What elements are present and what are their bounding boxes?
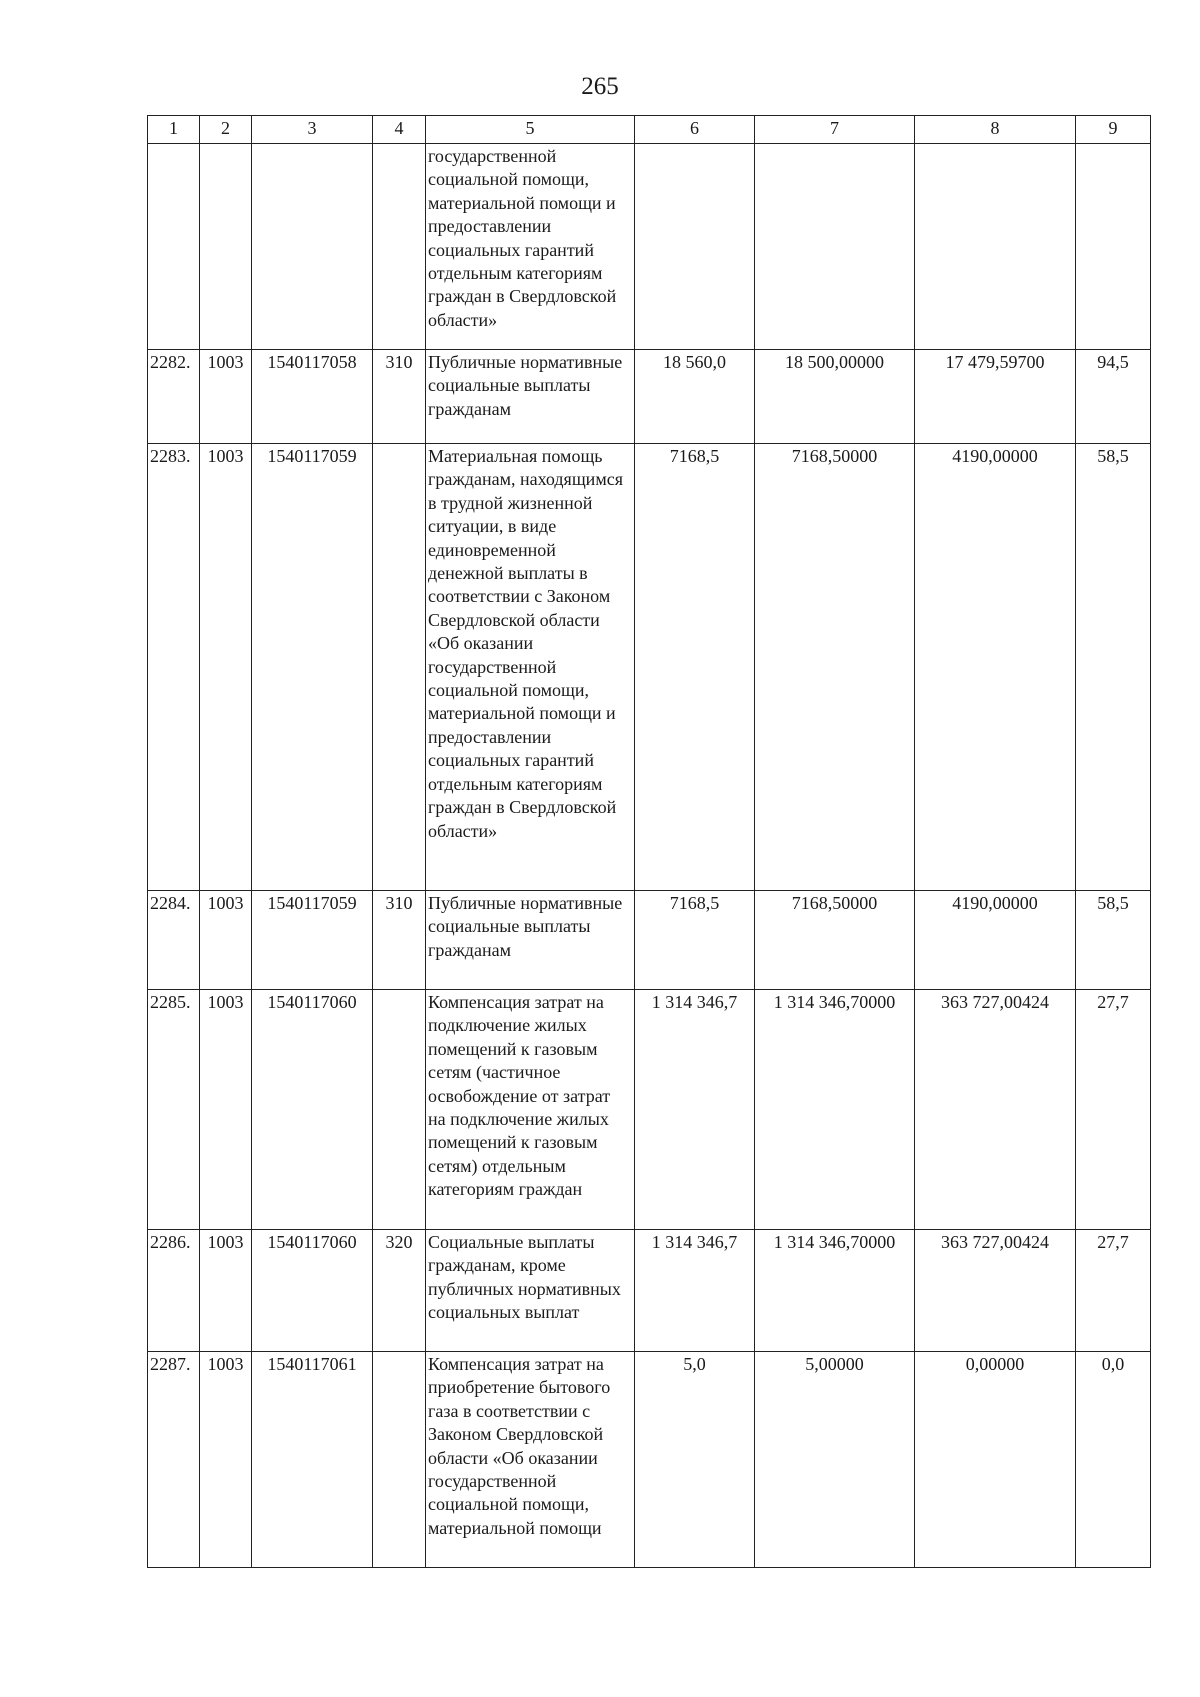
execution-percent: 27,7: [1076, 990, 1151, 1230]
plan-amount: [635, 144, 755, 350]
execution-percent: 58,5: [1076, 444, 1151, 891]
target-code: 1540117059: [252, 891, 373, 990]
execution-percent: 94,5: [1076, 350, 1151, 444]
approved-amount: 18 500,00000: [755, 350, 915, 444]
executed-amount: 4190,00000: [915, 891, 1076, 990]
row-number: 2282.: [148, 350, 200, 444]
expense-type: 310: [373, 891, 426, 990]
approved-amount: 1 314 346,70000: [755, 1230, 915, 1352]
plan-amount: 1 314 346,7: [635, 1230, 755, 1352]
column-header-3: 3: [252, 116, 373, 144]
row-number: 2286.: [148, 1230, 200, 1352]
executed-amount: 17 479,59700: [915, 350, 1076, 444]
row-number: [148, 144, 200, 350]
section-code: 1003: [200, 444, 252, 891]
column-header-6: 6: [635, 116, 755, 144]
table-row: [148, 1230, 1151, 1352]
target-code: 1540117060: [252, 990, 373, 1230]
approved-amount: 7168,50000: [755, 891, 915, 990]
target-code: 1540117061: [252, 1352, 373, 1568]
execution-percent: 0,0: [1076, 1352, 1151, 1568]
approved-amount: [755, 144, 915, 350]
section-code: 1003: [200, 350, 252, 444]
approved-amount: 5,00000: [755, 1352, 915, 1568]
item-description: Компенсация затрат на подключение жилых помещений к газовым сетям (частичное освобождение от затрат на подключение жилых помещений к газовым сетям) отдельным категориям граждан: [426, 990, 635, 1230]
plan-amount: 5,0: [635, 1352, 755, 1568]
item-description: Материальная помощь гражданам, находящимся в трудной жизненной ситуации, в виде единовременной денежной выплаты в соответствии с Законом Свердловской области «Об оказании государственной социальной помощи, материальной помощи и предоставлении социальных гарантий отдельным категориям граждан в Свердловской области»: [426, 444, 635, 891]
header-row: [148, 116, 1151, 144]
item-description: Публичные нормативные социальные выплаты гражданам: [426, 891, 635, 990]
page-number: 265: [581, 73, 619, 100]
plan-amount: 18 560,0: [635, 350, 755, 444]
executed-amount: 363 727,00424: [915, 1230, 1076, 1352]
table-body: [148, 144, 1151, 1568]
plan-amount: 1 314 346,7: [635, 990, 755, 1230]
execution-percent: [1076, 144, 1151, 350]
executed-amount: 0,00000: [915, 1352, 1076, 1568]
row-number: 2287.: [148, 1352, 200, 1568]
row-number: 2285.: [148, 990, 200, 1230]
plan-amount: 7168,5: [635, 891, 755, 990]
section-code: 1003: [200, 990, 252, 1230]
execution-percent: 27,7: [1076, 1230, 1151, 1352]
item-description: Компенсация затрат на приобретение бытового газа в соответствии с Законом Свердловской области «Об оказании государственной социальной помощи, материальной помощи: [426, 1352, 635, 1568]
item-description: Социальные выплаты гражданам, кроме публичных нормативных социальных выплат: [426, 1230, 635, 1352]
target-code: 1540117058: [252, 350, 373, 444]
expense-type: 320: [373, 1230, 426, 1352]
column-header-4: 4: [373, 116, 426, 144]
column-header-5: 5: [426, 116, 635, 144]
column-header-2: 2: [200, 116, 252, 144]
plan-amount: 7168,5: [635, 444, 755, 891]
expense-type: [373, 444, 426, 891]
column-header-1: 1: [148, 116, 200, 144]
row-number: 2284.: [148, 891, 200, 990]
execution-percent: 58,5: [1076, 891, 1151, 990]
expense-type: 310: [373, 350, 426, 444]
table-row: [148, 144, 1151, 350]
table-header: [148, 116, 1151, 144]
section-code: [200, 144, 252, 350]
expense-type: [373, 1352, 426, 1568]
section-code: 1003: [200, 1352, 252, 1568]
table-row: [148, 350, 1151, 444]
expense-type: [373, 990, 426, 1230]
row-number: 2283.: [148, 444, 200, 891]
target-code: 1540117060: [252, 1230, 373, 1352]
executed-amount: 363 727,00424: [915, 990, 1076, 1230]
section-code: 1003: [200, 1230, 252, 1352]
executed-amount: 4190,00000: [915, 444, 1076, 891]
item-description: государственной социальной помощи, материальной помощи и предоставлении социальных гарантий отдельным категориям граждан в Свердловской области»: [426, 144, 635, 350]
expense-type: [373, 144, 426, 350]
table-row: [148, 891, 1151, 990]
budget-table: [147, 115, 1151, 1568]
executed-amount: [915, 144, 1076, 350]
target-code: 1540117059: [252, 444, 373, 891]
approved-amount: 1 314 346,70000: [755, 990, 915, 1230]
target-code: [252, 144, 373, 350]
table-row: [148, 1352, 1151, 1568]
column-header-8: 8: [915, 116, 1076, 144]
section-code: 1003: [200, 891, 252, 990]
item-description: Публичные нормативные социальные выплаты гражданам: [426, 350, 635, 444]
column-header-9: 9: [1076, 116, 1151, 144]
table-row: [148, 990, 1151, 1230]
column-header-7: 7: [755, 116, 915, 144]
table-row: [148, 444, 1151, 891]
approved-amount: 7168,50000: [755, 444, 915, 891]
